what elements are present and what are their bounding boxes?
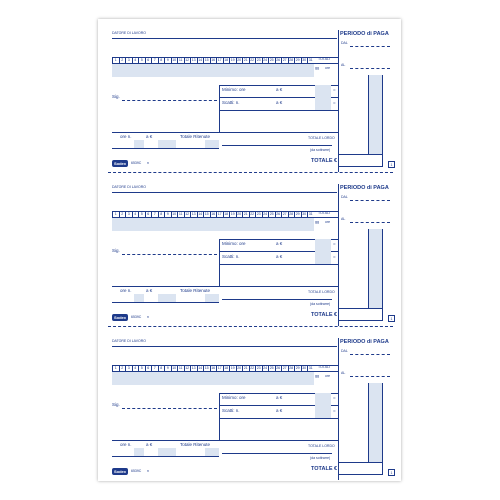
page-number-box: 1: [388, 315, 395, 322]
day-cell-25[interactable]: 25: [269, 57, 274, 62]
right-column-border: [338, 184, 339, 326]
day-cell-30[interactable]: 30: [302, 57, 307, 62]
period-from-line[interactable]: [350, 354, 390, 355]
day-cell-25[interactable]: 25: [269, 365, 274, 370]
day-cell-22[interactable]: 22: [250, 57, 255, 62]
day-cell-4[interactable]: 4: [134, 57, 137, 62]
day-cell-10[interactable]: 10: [172, 57, 177, 62]
amount-column-rule-2: [382, 229, 383, 309]
payslip-3: [98, 327, 401, 481]
overtime-hours-label: ore n.: [120, 134, 132, 139]
payslip-2: [98, 173, 401, 327]
day-cell-24[interactable]: 24: [263, 365, 268, 370]
amount-column-rule-1: [368, 75, 369, 155]
day-cell-13[interactable]: 13: [191, 211, 196, 216]
minimo-value-shade: [315, 85, 331, 110]
right-column-border: [338, 30, 339, 172]
deduction-arrow: [222, 145, 332, 146]
scatti-row-sep: [219, 110, 338, 111]
amount-column-rule-2: [382, 383, 383, 463]
gg-label: gg: [315, 220, 319, 224]
day-cell-6[interactable]: 6: [147, 211, 150, 216]
day-cell-1[interactable]: 1: [114, 365, 117, 370]
payslip-sheet: [98, 19, 401, 481]
day-cell-19[interactable]: 19: [230, 211, 235, 216]
day-cell-9[interactable]: 9: [166, 57, 169, 62]
scatti-row-sep: [219, 264, 338, 265]
period-from-line[interactable]: [350, 200, 390, 201]
seniority-rate-label: a €: [276, 254, 283, 259]
minimum-hours-label: Minimo: ore: [222, 87, 246, 92]
period-to-line[interactable]: [350, 68, 390, 69]
day-cell-30[interactable]: 30: [302, 365, 307, 370]
form-code: 6539C: [131, 469, 142, 473]
day-grid: [112, 365, 338, 385]
payslip-1: [98, 19, 401, 173]
day-cell-4[interactable]: 4: [134, 211, 137, 216]
ore-label: ore: [325, 374, 331, 378]
brand-logo: Sodex: [114, 161, 127, 166]
withholdings-label: Totale Ritenute: [180, 134, 211, 139]
page-number-box: 1: [388, 469, 395, 476]
day-cell-7[interactable]: 7: [153, 211, 156, 216]
employer-underline: [112, 346, 337, 347]
period-from-label: DAL: [341, 195, 348, 199]
day-cell-28[interactable]: 28: [289, 57, 294, 62]
day-cell-16[interactable]: 16: [211, 57, 216, 62]
day-cell-19[interactable]: 19: [230, 365, 235, 370]
totals-header: TOTALI: [318, 211, 330, 215]
form-code: 6539C: [131, 161, 142, 165]
deduction-arrow: [222, 299, 332, 300]
overtime-rate-label: a €: [146, 442, 153, 447]
day-cell-21[interactable]: 21: [243, 211, 248, 216]
amount-column-shade: [368, 229, 382, 309]
day-cell-25[interactable]: 25: [269, 211, 274, 216]
withholding-shade-1: [134, 448, 144, 456]
overtime-hours-label: ore n.: [120, 442, 132, 447]
period-from-label: DAL: [341, 41, 348, 45]
day-cell-20[interactable]: 20: [237, 57, 242, 62]
brand-logo: Sodex: [114, 469, 127, 474]
form-code: 6539C: [131, 315, 142, 319]
withholding-shade-1: [134, 294, 144, 302]
day-cell-5[interactable]: 5: [140, 57, 143, 62]
period-to-line[interactable]: [350, 222, 390, 223]
right-column-border: [338, 338, 339, 480]
day-cell-14[interactable]: 14: [198, 365, 203, 370]
net-total-box[interactable]: [338, 462, 383, 475]
scatti-row-sep: [219, 418, 338, 419]
day-cell-15[interactable]: 15: [204, 57, 209, 62]
day-cell-19[interactable]: 19: [230, 57, 235, 62]
day-cell-21[interactable]: 21: [243, 57, 248, 62]
seniority-label: Scatti: n.: [222, 100, 240, 105]
day-grid: [112, 211, 338, 231]
form-code-n: n: [147, 315, 149, 319]
day-cell-27[interactable]: 27: [282, 365, 287, 370]
page-number-box: 1: [388, 161, 395, 168]
ore-label: ore: [325, 66, 331, 70]
day-cell-11[interactable]: 11: [178, 211, 183, 216]
deduction-arrow: [222, 453, 332, 454]
withholding-bottom: [112, 302, 219, 303]
day-cell-9[interactable]: 9: [166, 365, 169, 370]
period-to-line[interactable]: [350, 376, 390, 377]
seniority-equals: =: [333, 100, 336, 105]
day-cell-17[interactable]: 17: [217, 211, 222, 216]
day-cell-13[interactable]: 13: [191, 57, 196, 62]
pay-period-title: PERIODO di PAGA: [340, 185, 389, 191]
employer-underline: [112, 192, 337, 193]
withholding-shade-3: [205, 448, 219, 456]
day-cell-14[interactable]: 14: [198, 57, 203, 62]
day-cell-28[interactable]: 28: [289, 365, 294, 370]
net-total-label: TOTALE €: [311, 466, 338, 472]
withholding-shade-2: [158, 140, 176, 148]
withholding-top: [112, 440, 338, 441]
day-cell-31[interactable]: 31: [308, 365, 313, 370]
day-cell-29[interactable]: 29: [295, 57, 300, 62]
withholding-shade-2: [158, 448, 176, 456]
day-cell-18[interactable]: 18: [224, 365, 229, 370]
day-cell-26[interactable]: 26: [276, 365, 281, 370]
day-cell-14[interactable]: 14: [198, 211, 203, 216]
day-cell-15[interactable]: 15: [204, 365, 209, 370]
day-cell-1[interactable]: 1: [114, 211, 117, 216]
left-block-rule: [219, 239, 220, 286]
seniority-label: Scatti: n.: [222, 408, 240, 413]
day-cell-11[interactable]: 11: [178, 365, 183, 370]
overtime-hours-label: ore n.: [120, 288, 132, 293]
amount-column-rule-1: [368, 383, 369, 463]
day-cell-4[interactable]: 4: [134, 365, 137, 370]
net-total-label: TOTALE €: [311, 312, 338, 318]
day-cell-8[interactable]: 8: [160, 57, 163, 62]
day-cell-22[interactable]: 22: [250, 211, 255, 216]
day-cell-7[interactable]: 7: [153, 57, 156, 62]
day-cell-3[interactable]: 3: [127, 211, 130, 216]
day-cell-23[interactable]: 23: [256, 211, 261, 216]
period-to-label: AL: [341, 63, 346, 67]
day-cell-2[interactable]: 2: [121, 365, 124, 370]
gross-total-label: TOTALE LORDO: [308, 136, 335, 140]
brand-logo: Sodex: [114, 315, 127, 320]
employer-label: DATORE DI LAVORO: [112, 185, 147, 189]
form-code-n: n: [147, 161, 149, 165]
day-cell-13[interactable]: 13: [191, 365, 196, 370]
net-total-box[interactable]: [338, 308, 383, 321]
withholdings-label: Totale Ritenute: [180, 288, 211, 293]
seniority-rate-label: a €: [276, 100, 283, 105]
minimum-rate-label: a €: [276, 87, 283, 92]
day-cell-20[interactable]: 20: [237, 211, 242, 216]
day-cell-15[interactable]: 15: [204, 211, 209, 216]
withholding-shade-1: [134, 140, 144, 148]
day-cell-6[interactable]: 6: [147, 365, 150, 370]
day-cell-2[interactable]: 2: [121, 211, 124, 216]
totals-header: TOTALI: [318, 365, 330, 369]
period-from-label: DAL: [341, 349, 348, 353]
employee-name-line[interactable]: [122, 408, 217, 409]
left-block-rule: [219, 393, 220, 440]
pay-period-title: PERIODO di PAGA: [340, 339, 389, 345]
day-cell-31[interactable]: 31: [308, 57, 313, 62]
day-cell-28[interactable]: 28: [289, 211, 294, 216]
day-cell-29[interactable]: 29: [295, 365, 300, 370]
amount-column-shade: [368, 75, 382, 155]
day-cell-26[interactable]: 26: [276, 211, 281, 216]
day-cell-12[interactable]: 12: [185, 211, 190, 216]
day-cell-2[interactable]: 2: [121, 57, 124, 62]
day-cell-6[interactable]: 6: [147, 57, 150, 62]
day-cell-18[interactable]: 18: [224, 57, 229, 62]
day-cell-10[interactable]: 10: [172, 211, 177, 216]
day-cell-23[interactable]: 23: [256, 365, 261, 370]
withholding-bottom: [112, 148, 219, 149]
hours-row-shade: [112, 64, 314, 77]
day-cell-18[interactable]: 18: [224, 211, 229, 216]
day-cell-11[interactable]: 11: [178, 57, 183, 62]
deduct-note: (da sottrarre): [310, 302, 331, 306]
employee-label: Sig.: [112, 248, 120, 253]
gross-total-label: TOTALE LORDO: [308, 444, 335, 448]
deduct-note: (da sottrarre): [310, 148, 331, 152]
day-cell-5[interactable]: 5: [140, 365, 143, 370]
minimum-rate-label: a €: [276, 241, 283, 246]
withholding-shade-3: [205, 294, 219, 302]
employer-underline: [112, 38, 337, 39]
amount-column-rule-1: [368, 229, 369, 309]
day-cell-16[interactable]: 16: [211, 211, 216, 216]
period-to-label: AL: [341, 371, 346, 375]
withholding-bottom: [112, 456, 219, 457]
withholding-shade-2: [158, 294, 176, 302]
withholding-shade-3: [205, 140, 219, 148]
withholding-top: [112, 286, 338, 287]
day-cell-24[interactable]: 24: [263, 57, 268, 62]
day-cell-29[interactable]: 29: [295, 211, 300, 216]
day-cell-23[interactable]: 23: [256, 57, 261, 62]
minimo-value-shade: [315, 393, 331, 418]
day-cell-16[interactable]: 16: [211, 365, 216, 370]
day-cell-17[interactable]: 17: [217, 365, 222, 370]
employee-name-line[interactable]: [122, 254, 217, 255]
employer-label: DATORE DI LAVORO: [112, 339, 147, 343]
deduct-note: (da sottrarre): [310, 456, 331, 460]
minimum-hours-label: Minimo: ore: [222, 395, 246, 400]
day-cell-12[interactable]: 12: [185, 57, 190, 62]
day-cell-5[interactable]: 5: [140, 211, 143, 216]
minimum-equals: =: [333, 87, 336, 92]
day-cell-3[interactable]: 3: [127, 365, 130, 370]
day-cell-9[interactable]: 9: [166, 211, 169, 216]
day-cell-22[interactable]: 22: [250, 365, 255, 370]
minimum-hours-label: Minimo: ore: [222, 241, 246, 246]
day-cell-27[interactable]: 27: [282, 57, 287, 62]
day-cell-17[interactable]: 17: [217, 57, 222, 62]
day-cell-27[interactable]: 27: [282, 211, 287, 216]
day-cell-8[interactable]: 8: [160, 211, 163, 216]
day-cell-20[interactable]: 20: [237, 365, 242, 370]
day-cell-7[interactable]: 7: [153, 365, 156, 370]
minimo-value-shade: [315, 239, 331, 264]
employer-label: DATORE DI LAVORO: [112, 31, 147, 35]
seniority-label: Scatti: n.: [222, 254, 240, 259]
hours-row-shade: [112, 372, 314, 385]
minimum-equals: =: [333, 395, 336, 400]
form-code-n: n: [147, 469, 149, 473]
day-cell-26[interactable]: 26: [276, 57, 281, 62]
day-cell-3[interactable]: 3: [127, 57, 130, 62]
period-to-label: AL: [341, 217, 346, 221]
period-from-line[interactable]: [350, 46, 390, 47]
overtime-rate-label: a €: [146, 134, 153, 139]
ore-label: ore: [325, 220, 331, 224]
withholding-top: [112, 132, 338, 133]
day-cell-8[interactable]: 8: [160, 365, 163, 370]
gross-total-label: TOTALE LORDO: [308, 290, 335, 294]
day-cell-30[interactable]: 30: [302, 211, 307, 216]
left-block-rule: [219, 85, 220, 132]
amount-column-shade: [368, 383, 382, 463]
employee-name-line[interactable]: [122, 100, 217, 101]
day-cell-24[interactable]: 24: [263, 211, 268, 216]
overtime-rate-label: a €: [146, 288, 153, 293]
employee-label: Sig.: [112, 402, 120, 407]
day-cell-21[interactable]: 21: [243, 365, 248, 370]
net-total-label: TOTALE €: [311, 158, 338, 164]
seniority-equals: =: [333, 254, 336, 259]
day-cell-31[interactable]: 31: [308, 211, 313, 216]
day-cell-12[interactable]: 12: [185, 365, 190, 370]
seniority-rate-label: a €: [276, 408, 283, 413]
seniority-equals: =: [333, 408, 336, 413]
employee-label: Sig.: [112, 94, 120, 99]
day-cell-1[interactable]: 1: [114, 57, 117, 62]
minimum-equals: =: [333, 241, 336, 246]
day-cell-10[interactable]: 10: [172, 365, 177, 370]
gg-label: gg: [315, 66, 319, 70]
amount-column-rule-2: [382, 75, 383, 155]
pay-period-title: PERIODO di PAGA: [340, 31, 389, 37]
totals-header: TOTALI: [318, 57, 330, 61]
withholdings-label: Totale Ritenute: [180, 442, 211, 447]
hours-row-shade: [112, 218, 314, 231]
net-total-box[interactable]: [338, 154, 383, 167]
day-grid: [112, 57, 338, 77]
gg-label: gg: [315, 374, 319, 378]
minimum-rate-label: a €: [276, 395, 283, 400]
